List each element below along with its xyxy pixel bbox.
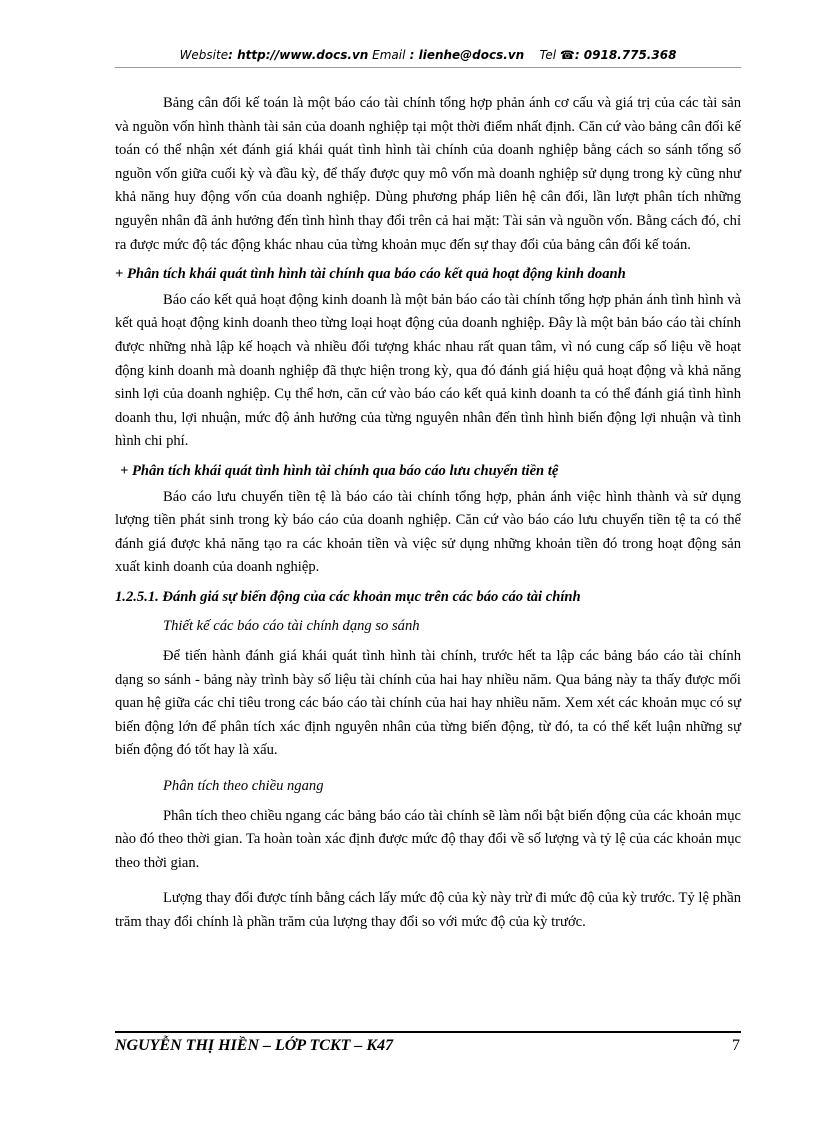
paragraph-horizontal-analysis: Phân tích theo chiều ngang các bảng báo cáo tài chính sẽ làm nổi bật biến động của các khoản mục nào đó theo thời gian. Ta hoàn toàn xác định được mức độ thay đổi về số lượng và tỷ lệ của các khoản mục theo thời gian. [115, 807, 741, 871]
telephone-icon: ☎ [559, 48, 575, 62]
header-divider [115, 67, 741, 68]
website-label: Website [179, 48, 229, 62]
page-number: 7 [732, 1037, 740, 1054]
email-address[interactable]: : lienhe@docs.vn [405, 48, 525, 62]
paragraph-comparative-statements: Để tiến hành đánh giá khái quát tình hình tài chính, trước hết ta lập các bảng báo cáo tài chính dạng so sánh - bảng này trình bày số liệu tài chính của hai hay nhiều năm. Qua bảng này ta thấy được mối quan hệ giữa các chỉ tiêu trong các báo cáo tài chính của hai hay nhiều năm. Xem xét các khoản mục có sự biến động lớn để phân tích xác định nguyên nhân của từng biến động, từ đó, ta có thể kết luận những sự biến động đó tốt hay là xấu. [115, 648, 741, 759]
subheading-comparative-statements: Thiết kế các báo cáo tài chính dạng so sánh [163, 618, 420, 635]
footer-author: NGUYỄN THỊ HIỀN – LỚP TCKT – K47 [115, 1037, 394, 1054]
section-cash-flow: + Phân tích khái quát tình hình tài chính qua báo cáo lưu chuyển tiền tệ [120, 462, 559, 479]
website-url[interactable]: : http://www.docs.vn [228, 48, 369, 62]
section-income-statement: + Phân tích khái quát tình hình tài chính qua báo cáo kết quả hoạt động kinh doanh [115, 266, 626, 283]
subheading-horizontal-analysis: Phân tích theo chiều ngang [163, 778, 324, 795]
paragraph-change-amount: Lượng thay đổi được tính bằng cách lấy mức độ của kỳ này trừ đi mức độ của kỳ trước. Tỷ lệ phần trăm thay đổi chính là phần trăm của lượng thay đổi so với mức độ của kỳ trước. [115, 890, 741, 930]
heading-1-2-5-1: 1.2.5.1. Đánh giá sự biến động của các khoản mục trên các báo cáo tài chính [115, 588, 581, 605]
email-label: Email [368, 48, 406, 62]
paragraph-balance-sheet: Bảng cân đối kế toán là một báo cáo tài chính tổng hợp phản ánh cơ cấu và giá trị của các tài sản và nguồn vốn hình thành tài sản của doanh nghiệp tại một thời điểm nhất định. Căn cứ vào bảng cân đối kế toán có thể nhận xét đánh giá khái quát tình hình tài chính của doanh nghiệp bằng cách so sánh tổng số nguồn vốn giữa cuối kỳ và đầu kỳ, để thấy được quy mô vốn mà doanh nghiệp sử dụng trong kỳ cũng như khả năng huy động vốn của doanh nghiệp. Dùng phương pháp liên hệ cân đối, lần lượt phân tích những nguyên nhân đã ảnh hưởng đến tình hình thay đổi trên cả hai mặt: Tài sản và nguồn vốn. Bằng cách đó, chỉ ra được mức độ tác động khác nhau của từng khoản mục đến sự thay đổi của bảng cân đối kế toán. [115, 95, 741, 253]
paragraph-cash-flow: Báo cáo lưu chuyển tiền tệ là báo cáo tài chính tổng hợp, phản ánh việc hình thành và sử dụng lượng tiền phát sinh trong kỳ báo cáo của doanh nghiệp. Căn cứ vào báo cáo lưu chuyển tiền tệ ta có thể đánh giá được khả năng tạo ra các khoản tiền và việc sử dụng những khoản tiền đó trong hoạt động sản xuất kinh doanh của doanh nghiệp. [115, 488, 741, 576]
page-header [115, 46, 741, 64]
footer-divider [115, 1031, 741, 1033]
page-content [115, 92, 741, 935]
tel-label: Tel [539, 48, 557, 62]
paragraph-income-statement: Báo cáo kết quả hoạt động kinh doanh là một bản báo cáo tài chính tổng hợp phản ánh tình hình và kết quả hoạt động kinh doanh theo từng loại hoạt động của doanh nghiệp. Đây là một bản báo cáo tài chính được những nhà lập kế hoạch và nhiều đối tượng khác nhau rất quan tâm, vì nó cung cấp số liệu về hoạt động kinh doanh mà doanh nghiệp đã thực hiện trong kỳ, qua đó đánh giá hiệu quả hoạt động và khả năng sinh lợi của doanh nghiệp. Cụ thể hơn, căn cứ vào báo cáo kết quả kinh doanh ta có thể đánh giá tình hình doanh thu, lợi nhuận, mức độ ảnh hưởng của từng nguyên nhân đến tình hình biến động lợi nhuận và tình hình chi phí. [115, 291, 741, 450]
phone-number: : 0918.775.368 [574, 48, 677, 62]
